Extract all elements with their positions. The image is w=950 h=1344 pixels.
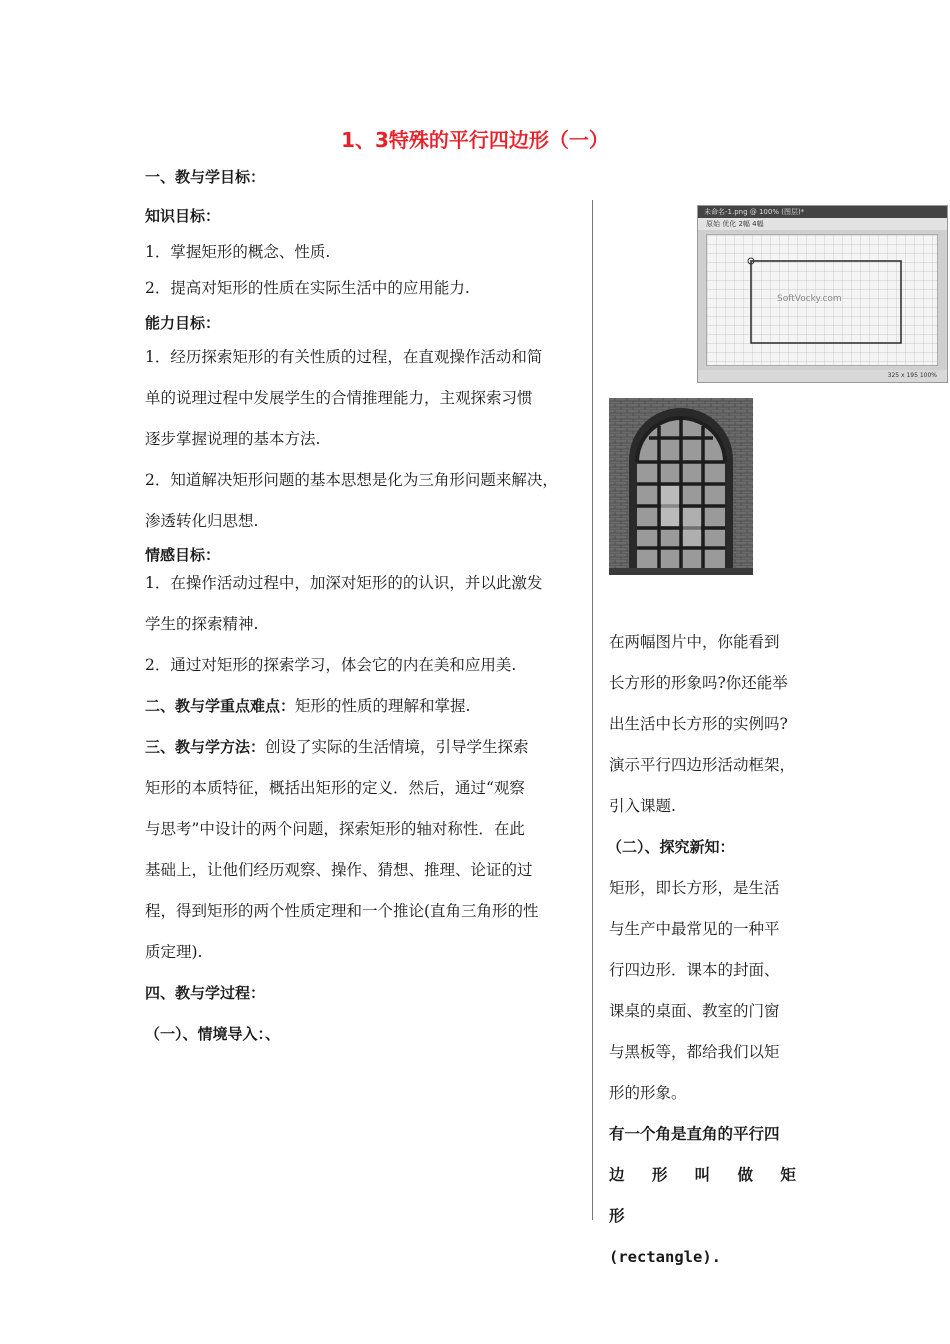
definition-line-1: 有一个角是直角的平行四 [609, 1125, 780, 1143]
rect-line-3: 行四边形．课本的封面、 [609, 961, 780, 979]
section3-line-5: 质定理). [145, 943, 203, 961]
rect-line-5: 与黑板等，都给我们以矩 [609, 1043, 780, 1061]
rect-line-6: 形的形象。 [609, 1084, 687, 1102]
knowledge-item-2: 2．提高对矩形的性质在实际生活中的应用能力. [145, 279, 470, 297]
section3-heading: 三、教与学方法： [145, 738, 266, 756]
intro-line-4: 演示平行四边形活动框架， [609, 756, 796, 774]
ability-line-5: 渗透转化归思想. [145, 512, 259, 530]
arched-window-photo [609, 398, 753, 575]
ability-line-2: 单的说理过程中发展学生的合情推理能力，主观探索习惯 [145, 389, 533, 407]
software-screenshot-image [697, 205, 948, 383]
emotion-line-3: 2．通过对矩形的探索学习，体会它的内在美和应用美. [145, 656, 517, 674]
knowledge-item-1: 1．掌握矩形的概念、性质. [145, 243, 331, 261]
ability-heading: 能力目标： [145, 314, 221, 332]
intro-line-2: 长方形的形象吗?你还能举 [609, 674, 788, 692]
sub2-heading: （二）、探究新知： [607, 838, 735, 856]
left-column [145, 166, 585, 1055]
intro-line-5: 引入课题. [609, 797, 676, 815]
emotion-line-2: 学生的探索精神. [145, 615, 259, 633]
screenshot-canvas [706, 234, 938, 366]
intro-line-1: 在两幅图片中，你能看到 [609, 633, 780, 651]
rect-line-2: 与生产中最常见的一种平 [609, 920, 780, 938]
screenshot-watermark: SoftVocky.com [777, 294, 842, 304]
page-title: 1、3特殊的平行四边形（一） [341, 128, 609, 152]
section1-heading: 一、教与学目标： [145, 168, 266, 186]
definition-line-3: (rectangle). [609, 1248, 721, 1266]
screenshot-status: 325 x 195 100% [698, 370, 947, 382]
section3-line-3: 基础上，让他们经历观察、操作、猜想、推理、论证的过 [145, 861, 533, 879]
ability-line-4: 2．知道解决矩形问题的基本思想是化为三角形问题来解决， [145, 471, 558, 489]
intro-line-3: 出生活中长方形的实例吗? [609, 715, 788, 733]
definition-line-2: 边 形 叫 做 矩 形 [609, 1166, 796, 1225]
grid-rectangle-drawing [707, 235, 937, 365]
knowledge-heading: 知识目标： [145, 207, 221, 225]
section3-line-2: 与思考”中设计的两个问题，探索矩形的轴对称性．在此 [145, 820, 525, 838]
rect-line-1: 矩形，即长方形，是生活 [609, 879, 780, 897]
section3-line-1: 矩形的本质特征，概括出矩形的定义．然后，通过“观察 [145, 779, 525, 797]
screenshot-titlebar: 未命名-1.png @ 100% (图层)* [698, 206, 947, 218]
right-column [609, 622, 809, 1278]
sub1-heading: （一）、情境导入：、 [145, 1025, 281, 1043]
screenshot-toolbar: 原始 优化 2幅 4幅 [698, 218, 947, 230]
column-divider [592, 200, 593, 1220]
emotion-heading: 情感目标： [145, 546, 221, 564]
section2-text: 矩形的性质的理解和掌握. [295, 697, 471, 715]
section3-first: 创设了实际的生活情境，引导学生探索 [265, 738, 529, 756]
rect-line-4: 课桌的桌面、教室的门窗 [609, 1002, 780, 1020]
section3-line-4: 程，得到矩形的两个性质定理和一个推论(直角三角形的性 [145, 902, 539, 920]
emotion-line-1: 1．在操作活动过程中，加深对矩形的的认识，并以此激发 [145, 574, 543, 592]
ability-line-3: 逐步掌握说理的基本方法. [145, 430, 321, 448]
section2-heading: 二、教与学重点难点： [145, 697, 296, 715]
section4-heading: 四、教与学过程： [145, 984, 266, 1002]
ability-line-1: 1．经历探索矩形的有关性质的过程，在直观操作活动和简 [145, 348, 543, 366]
